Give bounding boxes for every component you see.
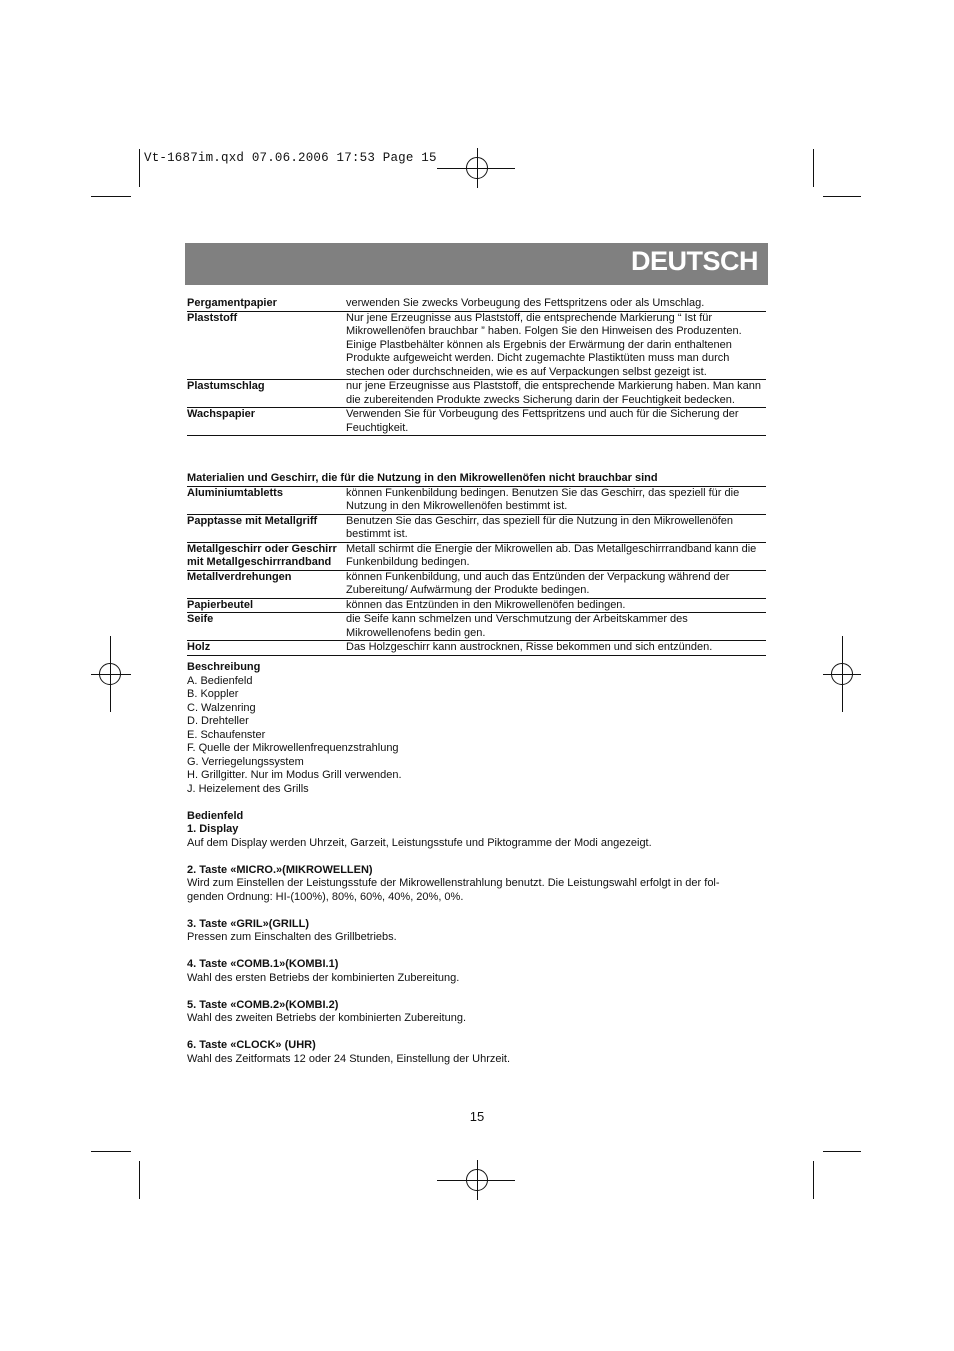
subsection-title: 1. Display [187, 823, 239, 835]
material-name: Papierbeutel [187, 598, 254, 611]
section-heading: Bedienfeld [187, 809, 244, 822]
material-description: Das Holzgeschirr kann austrocknen, Risse bekommen und sich entzünden. [346, 641, 713, 653]
table-row [187, 408, 766, 436]
list-item: D. Drehteller [187, 715, 249, 727]
list-item: B. Koppler [187, 688, 239, 700]
print-slug-line: Vt-1687im.qxd 07.06.2006 17:53 Page 15 [144, 151, 437, 165]
unsuitable-materials-table [187, 472, 766, 656]
table-row [187, 599, 766, 614]
materials-table [187, 297, 766, 436]
material-description: Benutzen Sie das Geschirr, das speziell für die Nutzung in den Mikrowellenöfen bestimmt ist. [346, 514, 734, 540]
material-description: Nur jene Erzeugnisse aus Plaststoff, die entsprechende Markierung “ Ist für Mikrowellenöfen brauchbar ” haben. Folgen Sie den Hinweisen des Produzenten. Einige Plastbehälter können als Ergebnis der Erwärmung der darin enthaltenen Produkte aufgeweicht werden. Dicht zugemachte Plastiktüten muss man durch stechen oder durchschneiden, wie es auf Verpackungen selbst gezeigt ist. [346, 311, 742, 378]
table-caption: Materialien und Geschirr, die für die Nutzung in den Mikrowellenöfen nicht brauchbar sind [187, 472, 766, 487]
language-header-bar [185, 243, 768, 285]
subsection-text: Wahl des zweiten Betriebs der kombinierten Zubereitung. [187, 1012, 467, 1024]
table-row [187, 312, 766, 381]
material-name: Wachspapier [187, 408, 256, 420]
material-description: Verwenden Sie für Vorbeugung des Fettspritzens und auch für die Sicherung der Feuchtigkeit. [346, 408, 739, 434]
list-item: C. Walzenring [187, 701, 256, 714]
material-description: die Seife kann schmelzen und Verschmutzung der Arbeitskammer des Mikrowellenofens bedin gen. [346, 613, 688, 639]
section-heading: Beschreibung [187, 661, 261, 673]
table-row [187, 571, 766, 599]
subsection-title: 2. Taste «MICRO.»(MIKROWELLEN) [187, 863, 373, 876]
material-name: Plaststoff [187, 311, 238, 324]
table-row [187, 543, 766, 571]
material-name: Holz [187, 641, 211, 653]
language-title: DEUTSCH [630, 246, 758, 276]
material-name: Papptasse mit Metallgriff [187, 514, 318, 527]
subsection-title: 6. Taste «CLOCK» (UHR) [187, 1039, 316, 1051]
page-number: 15 [469, 1109, 485, 1124]
material-description: verwenden Sie zwecks Vorbeugung des Fettspritzens oder als Umschlag. [346, 297, 705, 309]
list-item: E. Schaufenster [187, 728, 266, 741]
subsection-text: Wird zum Einstellen der Leistungsstufe der Mikrowellenstrahlung benutzt. Die Leistungswahl erfolgt in der fol- [187, 877, 720, 889]
material-description: können Funkenbildung bedingen. Benutzen Sie das Geschirr, das speziell für die Nutzung in den Mikrowellenöfen bestimmt ist. [346, 486, 740, 512]
table-row [187, 487, 766, 515]
material-name: Aluminiumtabletts [187, 486, 283, 499]
subsection-text: Wahl des ersten Betriebs der kombinierten Zubereitung. [187, 971, 460, 984]
material-name: Metallgeschirr oder Geschirr mit Metallgeschirrrandband [187, 542, 337, 568]
material-name: Pergamentpapier [187, 297, 277, 309]
subsection-title: 4. Taste «COMB.1»(KOMBI.1) [187, 958, 339, 970]
subsection-text: genden Ordnung: HI-(100%), 80%, 60%, 40%, 20%, 0%. [187, 890, 464, 903]
material-name: Seife [187, 613, 214, 625]
subsection-title: 5. Taste «COMB.2»(KOMBI.2) [187, 998, 339, 1011]
subsection-title: 3. Taste «GRIL»(GRILL) [187, 917, 310, 930]
list-item: J. Heizelement des Grills [187, 782, 309, 795]
material-description: nur jene Erzeugnisse aus Plaststoff, die entsprechende Markierung haben. Man kann die zubereitenden Produkte zwecks Sicherung darin der Feuchtigkeit bedecken. [346, 380, 761, 406]
subsection-text: Auf dem Display werden Uhrzeit, Garzeit, Leistungsstufe und Piktogramme der Modi angezeigt. [187, 836, 652, 849]
material-name: Plastumschlag [187, 380, 265, 392]
material-description: können Funkenbildung, und auch das Entzünden der Verpackung während der Zubereitung/ Aufwärmung der Produkte bedingen. [346, 570, 730, 596]
table-row [187, 641, 766, 656]
table-row [187, 380, 766, 408]
list-item: A. Bedienfeld [187, 674, 253, 687]
subsection-text: Wahl des Zeitformats 12 oder 24 Stunden, Einstellung der Uhrzeit. [187, 1052, 511, 1065]
list-item: G. Verriegelungssystem [187, 755, 304, 768]
list-item: F. Quelle der Mikrowellenfrequenzstrahlung [187, 742, 399, 754]
material-name: Metallverdrehungen [187, 570, 292, 583]
table-row [187, 515, 766, 543]
table-row [187, 297, 766, 312]
description-section [187, 661, 767, 1066]
table-row [187, 613, 766, 641]
material-description: können das Entzünden in den Mikrowellenöfen bedingen. [346, 598, 626, 611]
list-item: H. Grillgitter. Nur im Modus Grill verwenden. [187, 769, 402, 781]
material-description: Metall schirmt die Energie der Mikrowellen ab. Das Metallgeschirrrandband kann die Funkenbildung bedingen. [346, 542, 757, 568]
subsection-text: Pressen zum Einschalten des Grillbetriebs. [187, 931, 397, 943]
